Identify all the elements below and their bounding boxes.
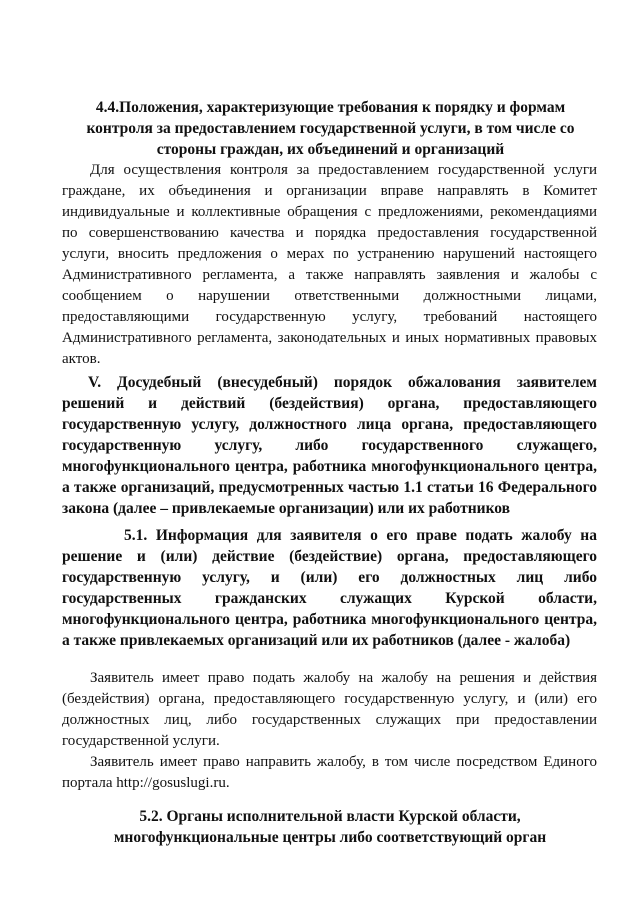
- section-4-4-heading: 4.4.Положения, характеризующие требования к порядку и формам контроля за предоставлением государственной услуги, в том числе со стороны граждан, их объединений и организаций: [86, 99, 575, 158]
- section-4-4-paragraph: Для осуществления контроля за предоставлением государственной услуги граждане, их объединения и организации вправе направлять в Комитет индивидуальные и коллективные обращения с предложениями, рекомендациями по совершенствованию качества и порядка предоставления государственной услуги, вносить предложения о мерах по устранению нарушений настоящего Административного регламента, а также направлять заявления и жалобы с сообщением о нарушении ответственными должностными лицами, предоставляющими государственную услугу, требований настоящего Административного регламента, законодательных и иных нормативных правовых актов.: [62, 162, 597, 367]
- section-5-1-body: [62, 668, 597, 794]
- section-5-2-heading: 5.2. Органы исполнительной власти Курской области, многофункциональные центры либо соответствующий орган: [113, 808, 547, 846]
- section-5-heading: V. Досудебный (внесудебный) порядок обжалования заявителем решений и действий (бездействия) органа, предоставляющего государственную услугу, должностного лица органа, предоставляющего государственную услугу, либо государственного служащего, многофункционального центра, работника многофункционального центра, а также организаций, предусмотренных частью 1.1 статьи 16 Федерального закона (далее – привлекаемые организации) или их работников: [62, 374, 597, 517]
- section-5-1-paragraph-2: Заявитель имеет право направить жалобу, в том числе посредством Единого портала http://gosuslugi.ru.: [62, 754, 597, 791]
- section-5-1-heading: 5.1. Информация для заявителя о его праве подать жалобу на решение и (или) действие (бездействие) органа, предоставляющего государственную услугу, и (или) его должностных лиц либо государственных гражданских служащих Курской области, многофункционального центра, работника многофункционального центра, а также привлекаемых организаций или их работников (далее - жалоба): [62, 527, 597, 649]
- section-5-1-paragraph-1: Заявитель имеет право подать жалобу на жалобу на решения и действия (бездействия) органа, предоставляющего государственную услугу, и (или) его должностных лиц, либо государственных служащих при предоставлении государственной услуги.: [62, 670, 597, 749]
